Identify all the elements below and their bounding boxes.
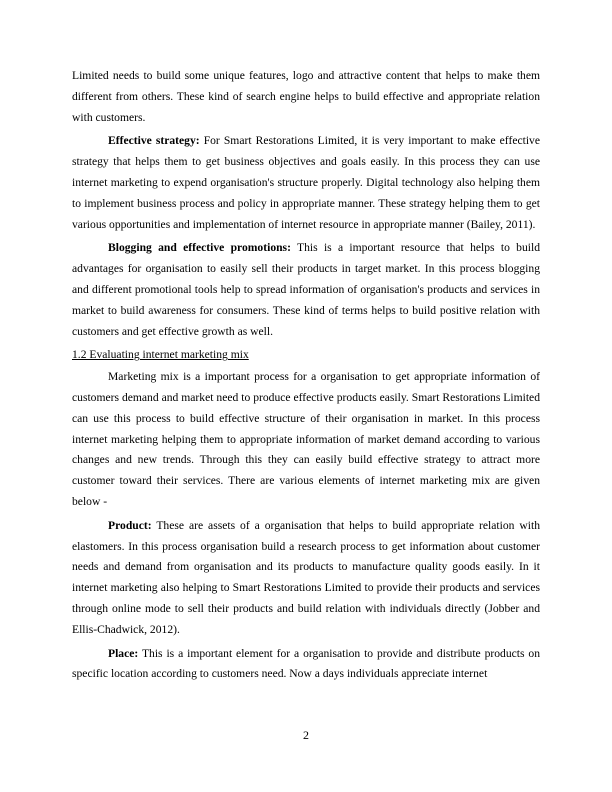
paragraph-place (72, 644, 540, 686)
document-page (72, 66, 540, 688)
section-title: 1.2 Evaluating internet marketing mix (72, 348, 249, 362)
heading-blogging: Blogging and effective promotions: (108, 241, 291, 255)
body-effective-strategy: For Smart Restorations Limited, it is very important to make effective strategy that helps them to get business objectives and goals easily. In this process they can use internet marketing to expend organisation's structure properly. Digital technology also helping them to implement business process and policy in appropriate manner. These strategy helping them to get various opportunities and implementation of internet resource in appropriate manner (Bailey, 2011). (72, 134, 540, 231)
heading-place: Place: (108, 646, 139, 660)
body-product: These are assets of a organisation that helps to build appropriate relation with elastomers. In this process organisation build a research process to get information about customer needs and demand from organisation and its products to manufacture quality goods easily. In it internet marketing also helping to Smart Restorations Limited to provide their products and services through online mode to sell their products and build relation with individuals directly (Jobber and Ellis-Chadwick, 2012). (72, 518, 540, 636)
paragraph-intro-continued: Limited needs to build some unique features, logo and attractive content that helps to make them different from others. These kind of search engine helps to build effective and appropriate relation with customers. (72, 69, 540, 124)
body-blogging: This is a important resource that helps to build advantages for organisation to easily sell their products in target market. In this process blogging and different promotional tools help to spread information of organisation's products and services in market to build awareness for consumers. These kind of terms helps to build positive relation with customers and get effective growth as well. (72, 241, 541, 338)
body-place: This is a important element for a organisation to provide and distribute products on specific location according to customers need. Now a days individuals appreciate internet (72, 646, 540, 681)
paragraph-marketing-mix: Marketing mix is a important process for a organisation to get appropriate information of customers demand and market need to produce effective products easily. Smart Restorations Limited can use this process to build effective structure of their organisation in market. In this process internet marketing helping them to appropriate information of market demand according to various changes and new trends. Through this they can easily build effective strategy to attract more customer toward their services. There are various elements of internet marketing mix are given below - (72, 370, 540, 508)
paragraph-blogging (72, 238, 540, 342)
page-number: 2 (303, 728, 309, 742)
paragraph-product (72, 516, 540, 641)
heading-effective-strategy: Effective strategy: (108, 134, 200, 148)
heading-product: Product: (108, 518, 152, 532)
paragraph-effective-strategy (72, 131, 540, 235)
